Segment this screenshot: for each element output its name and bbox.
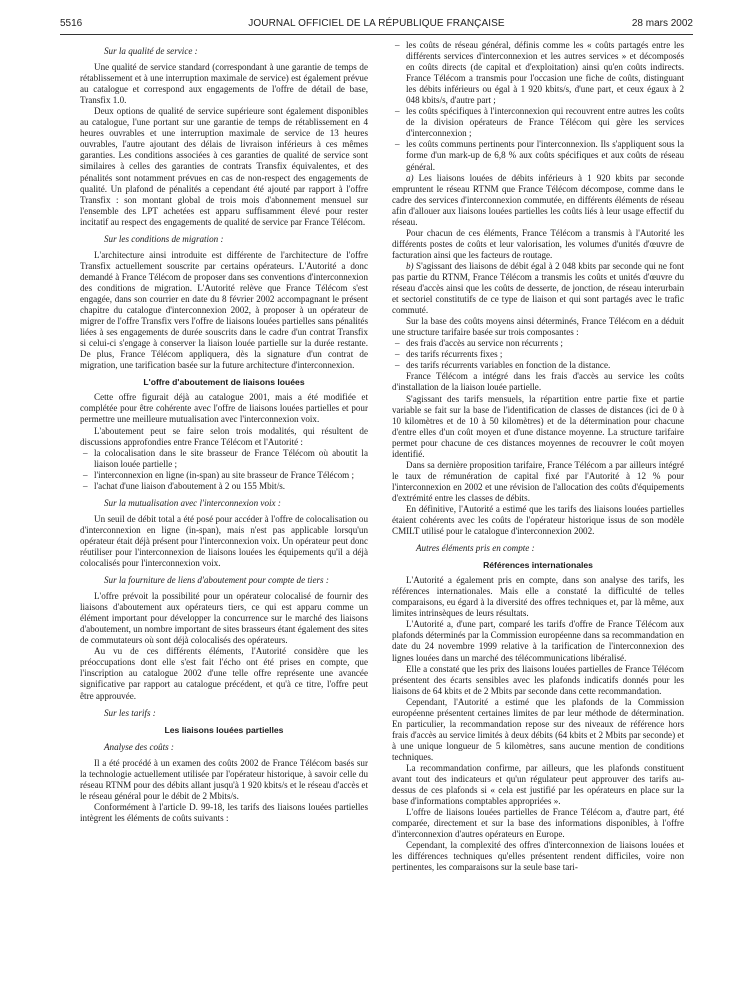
paragraph: La recommandation confirme, par ailleurs, que les plafonds constituent avant tout des indicateurs et qu'un régulateur peut approuver des tarifs au-dessus de ces plafonds si « cela est justifié par les opérateurs en place sur la base d'informations comptables appropriées ». [392,763,684,807]
paragraph: Pour chacun de ces éléments, France Télécom a transmis à l'Autorité les différents postes de coûts et leur valorisation, les volumes d'unités d'œuvre de facturation ainsi que les facteurs de routage. [392,227,684,260]
paragraph: Deux options de qualité de service supérieure sont également disponibles au catalogue, l'une portant sur une garantie de temps de rétablissement en 4 heures ouvrables et une interruption maximale de service de 13 heures ouvrables, l'autre ajoutant des délais de livraison inférieurs à ces mêmes garanties. Les conditions associées à ces garanties de qualité de service sont similaires à celles des garanties de contrats Transfix équivalentes, et des pénalités sont notamment prévues en cas de non-respect des engagements de qualité. Un plafond de pénalités a cependant été ajouté par rapport à l'offre Transfix : son montant global de trois mois d'abonnement mensuel sur l'ensemble des LPT achetées est apparu suffisamment élevé pour rester incitatif au respect des engagements de qualité de service par France Télécom. [80,106,368,227]
paragraph: Dans sa dernière proposition tarifaire, France Télécom a par ailleurs intégré le taux de rémunération de capital fixé par l'Autorité à 12 % pour l'interconnexion en 2002 et une révision de l'allocation des coûts d'équipements d'extrémité entre les classes de débits. [392,459,684,503]
paragraph-text: S'agissant des liaisons de débit égal à 2 048 kbits par seconde qui ne font pas partie du RTNM, France Télécom a transmis les coûts et unités d'œuvre du réseau d'accès ainsi que les coûts de desserte, de jonction, de réseau interurbain et sectoriel constitutifs de ce type de liaison et qui sont partagés avec le trafic commuté. [392,260,684,316]
page-number: 5516 [60,18,83,29]
list-item: – l'interconnexion en ligne (in-span) au site brasseur de France Télécom ; [80,470,368,481]
right-column [392,40,684,873]
subheading-autres-elements: Autres éléments pris en compte : [416,543,535,554]
subheading-qualite-service: Sur la qualité de service : [104,46,198,56]
list-item: – les coûts spécifiques à l'interconnexion qui recouvrent entre autres les coûts de la division opérateurs de France Télécom qui gère les services d'interconnexion ; [392,106,684,139]
subheading-fourniture-liens: Sur la fourniture de liens d'aboutement pour compte de tiers : [104,575,329,586]
subheading-analyse-couts: Analyse des coûts : [104,741,174,752]
list-item: – des tarifs récurrents fixes ; [392,349,684,360]
section-heading-references: Références internationales [483,560,593,571]
section-heading-liaisons-partielles: Les liaisons louées partielles [164,724,284,735]
paragraph: Conformément à l'article D. 99-18, les tarifs des liaisons louées partielles intègrent les éléments de coûts suivants : [80,801,368,823]
paragraph: L'aboutement peut se faire selon trois modalités, qui résultent de discussions approfondies entre France Télécom et l'Autorité : [80,425,368,447]
subheading-tarifs: Sur les tarifs : [104,707,156,718]
modalites-list [80,448,368,492]
item-label-a: a) [406,172,414,183]
list-item: – des tarifs récurrents variables en fonction de la distance. [392,360,684,371]
paragraph: Au vu de ces différents éléments, l'Autorité considère que les préoccupations dont elle s'est fait l'écho ont été prises en compte, que l'inscription au catalogue 2002 d'une telle offre représente une avancée significative par rapport au catalogue précédent, et qu'à ce titre, l'offre peut être approuvée. [80,646,368,701]
paragraph: Un seuil de débit total a été posé pour accéder à l'offre de colocalisation ou d'interconnexion en ligne (in-span), mais n'est pas applicable lorsqu'un opérateur était déjà présent pour l'interconnexion voix. Un opérateur peut donc réutiliser pour l'interconnexion de liaisons louées les équipements qu'il a déjà colocalisés pour l'interconnexion voix. [80,513,368,569]
paragraph: Sur la base des coûts moyens ainsi déterminés, France Télécom en a déduit une structure tarifaire basée sur trois composantes : [392,316,684,338]
paragraph-a [392,173,684,228]
paragraph: En définitive, l'Autorité a estimé que les tarifs des liaisons louées partielles étaient cohérents avec les coûts de l'opérateur historique issus de son modèle CMILT utilisé pour le catalogue d'interconnexion 2002. [392,503,684,537]
subheading-conditions-migration: Sur les conditions de migration : [104,233,224,244]
paragraph: Elle a constaté que les prix des liaisons louées partielles de France Télécom présentent des écarts sensibles avec les plafonds indicatifs donnés pour les liaisons de 64 kbits et de 2 Mbits par seconde dans cette recommandation. [392,663,684,696]
paragraph: L'offre prévoit la possibilité pour un opérateur colocalisé de fournir des liaisons d'aboutement aux opérateurs tiers, ce qui est apparu comme un élément important pour développer la concurrence sur le marché des liaisons d'aboutement, un nombre important de sites brasseurs étant également des sites de commutateurs où sont déjà colocalisés des opérateurs. [80,591,368,646]
paragraph-b [392,261,684,316]
journal-title: JOURNAL OFFICIEL DE LA RÉPUBLIQUE FRANÇAISE [248,18,505,29]
list-item: – les coûts communs pertinents pour l'interconnexion. Ils s'appliquent sous la forme d'un mark-up de 6,8 % aux coûts spécifiques et aux coûts de réseau général. [392,139,684,172]
tariff-components-list [392,338,684,371]
header-rule [60,34,693,35]
paragraph: L'offre de liaisons louées partielles de France Télécom a, d'autre part, été comparée, directement et sur la base des informations disponibles, à l'offre d'interconnexion d'autres opérateurs en Europe. [392,807,684,840]
cost-elements-list [392,40,684,173]
item-label-b: b) [406,260,414,271]
paragraph: Il a été procédé à un examen des coûts 2002 de France Télécom basés sur la technologie actuellement utilisée par l'opérateur historique, à savoir celle du réseau RTNM pour des débits allant jusqu'à 1 920 kbits/s et le réseau d'accès et le réseau général pour le débit de 2 Mbits/s. [80,757,368,801]
paragraph: S'agissant des tarifs mensuels, la répartition entre partie fixe et partie variable se fait sur la base de l'identification de classes de distances (ici de 0 à 10 kilomètres et de 10 à 50 kilomètres) et de la détermination pour chacune d'entre elles d'un coût moyen et d'une distance moyenne. La structure tarifaire permet pour chacune de ces distances moyennes de recouvrer le coût moyen identifié. [392,393,684,459]
paragraph: Une qualité de service standard (correspondant à une garantie de temps de rétablissement et à une interruption maximale de service) est également prévue au catalogue et correspond aux engagements de l'offre de détail de base, Transfix 1.0. [80,62,368,106]
paragraph-text: Les liaisons louées de débits inférieurs à 1 920 kbits par seconde empruntent le réseau RTNM que France Télécom décompose, comme dans le cadre des services d'interconnexion commutée, en différents éléments de réseau afin d'allouer aux liaisons louées partielles les coûts liés à leur usage effectif du réseau. [392,172,684,227]
paragraph: Cependant, la complexité des offres d'interconnexion de liaisons louées et les différences techniques qu'elles présentent rendent difficiles, voire non pertinentes, les comparaisons sur la seule base tari- [392,840,684,873]
page-header [60,18,693,34]
paragraph: L'Autorité a également pris en compte, dans son analyse des tarifs, les références internationales. Mais elle a constaté la difficulté de telles comparaisons, eu égard à la diversité des offres techniques et, par là même, aux limites intrinsèques de leurs résultats. [392,575,684,619]
list-item: – les coûts de réseau général, définis comme les « coûts partagés entre les différents services d'interconnexion et les autres services » et décomposés en coûts directs (de capital et d'exploitation) ainsi qu'en coûts indirects. France Télécom a transmis pour l'occasion une fiche de coûts, distinguant les débits inférieurs ou égal à 1 920 kbits/s, d'une part, et ceux égaux à 2 048 kbits/s, d'autre part ; [392,40,684,106]
issue-date: 28 mars 2002 [631,18,693,29]
paragraph: L'Autorité a, d'une part, comparé les tarifs d'offre de France Télécom aux plafonds déterminés par la Commission européenne dans sa recommandation en date du 24 novembre 1999 relative à la tarification de l'interconnexion des lignes louées dans un marché des télécommunications libéralisé. [392,619,684,663]
paragraph: Cependant, l'Autorité a estimé que les plafonds de la Commission européenne présentent certaines limites de par leur méthode de détermination. En particulier, la recommandation repose sur des niveaux de référence hors frais d'accès au service limités à deux débits (64 kbits et 2 Mbits par seconde) et à une unique longueur de 5 kilomètres, sans aucune mention de conditions techniques. [392,696,684,762]
paragraph: L'architecture ainsi introduite est différente de l'architecture de l'offre Transfix actuellement souscrite par certains opérateurs. L'Autorité a donc demandé à France Télécom de proposer dans ses conventions d'interconnexion des conditions de migration. L'Autorité relève que France Télécom s'est engagée, dans son courrier en date du 8 février 2002 accompagnant le présent chapitre du catalogue d'interconnexion 2002, à proposer à un opérateur de migrer de l'offre Transfix vers l'offre de liaisons louées partielles sans pénalités liées à ses engagements de durée souscrits dans le cadre d'un contrat Transfix si celui-ci s'engage à conserver la liaison louée partielle sur la durée restante. De plus, France Télécom appliquera, dès la signature d'un contrat de migration, une tarification basée sur la future architecture d'interconnexion. [80,249,368,371]
list-item: – des frais d'accès au service non récurrents ; [392,338,684,349]
subheading-mutualisation: Sur la mutualisation avec l'interconnexion voix : [104,497,281,508]
left-column [80,40,368,824]
paragraph: Cette offre figurait déjà au catalogue 2001, mais a été modifiée et complétée pour être cohérente avec l'offre de liaisons louées partielles et pour permettre une meilleure mutualisation avec l'interconnexion voix. [80,392,368,425]
section-heading-aboutement: L'offre d'aboutement de liaisons louées [143,377,305,388]
paragraph: France Télécom a intégré dans les frais d'accès au service les coûts d'installation de la liaison louée partielle. [392,371,684,393]
list-item: – la colocalisation dans le site brasseur de France Télécom où aboutit la liaison louée partielle ; [80,448,368,470]
list-item: – l'achat d'une liaison d'aboutement à 2 ou 155 Mbit/s. [80,481,368,492]
